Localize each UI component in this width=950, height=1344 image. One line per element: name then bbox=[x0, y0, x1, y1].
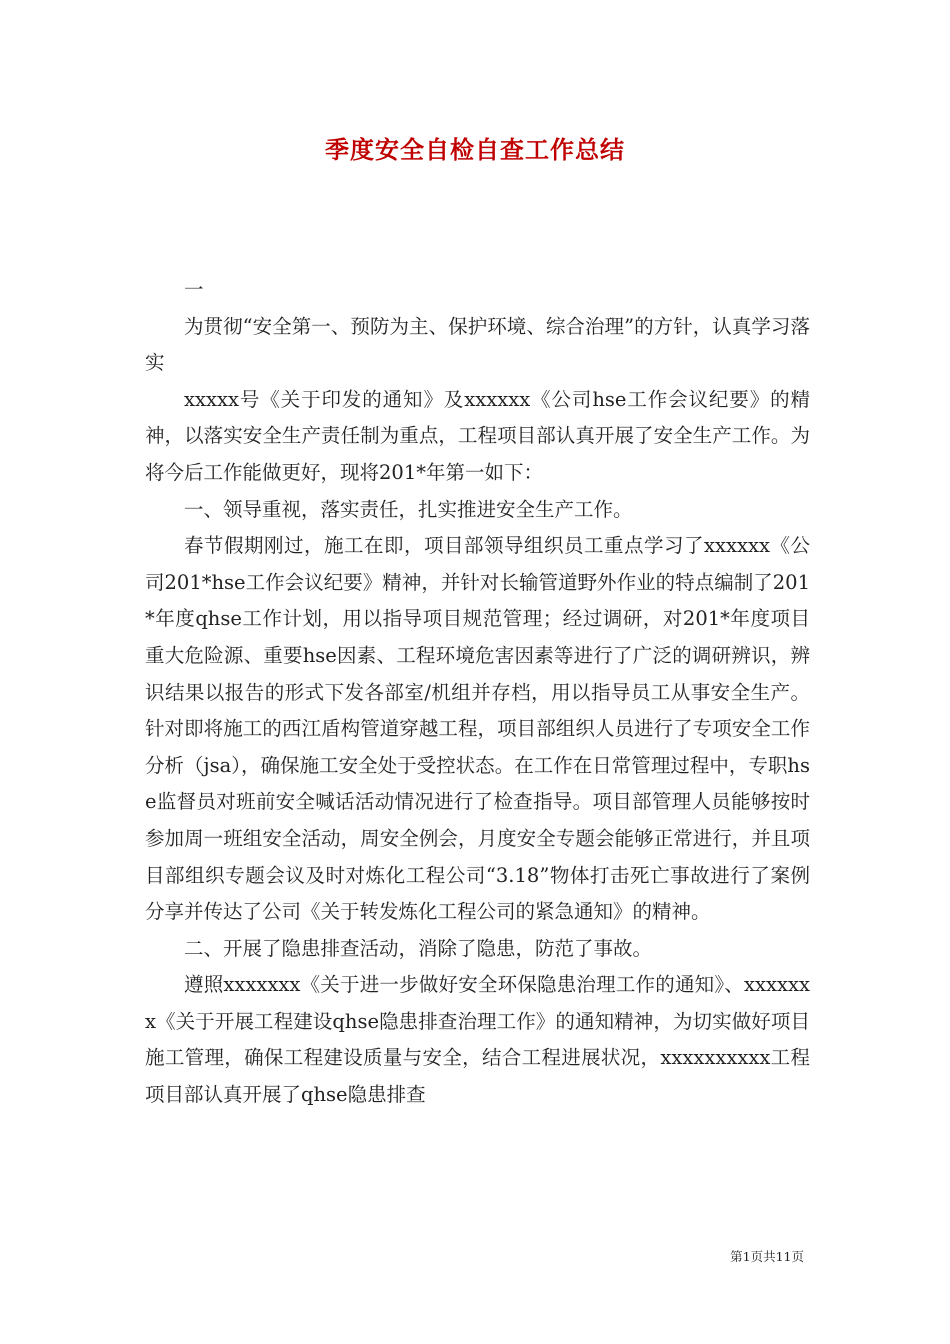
document-title: 季度安全自检自查工作总结 bbox=[325, 135, 625, 164]
paragraph: 遵照xxxxxxx《关于进一步做好安全环保隐患治理工作的通知》、xxxxxxx《关于开展工程建设qhse隐患排查治理工作》的通知精神，为切实做好项目施工管理，确保工程建设质量与安全，结合工程进展状况，xxxxxxxxxx工程项目部认真开展了qhse隐患排查 bbox=[145, 973, 810, 1107]
page-number: 第1页共11页 bbox=[730, 1249, 804, 1264]
document-body bbox=[145, 272, 810, 1114]
paragraph: xxxxx号《关于印发的通知》及xxxxxx《公司hse工作会议纪要》的精神，以落实安全生产责任制为重点，工程项目部认真开展了安全生产工作。为将今后工作能做更好，现将201*年第一如下： bbox=[145, 387, 810, 484]
paragraph: 一 bbox=[184, 278, 204, 301]
section-heading: 一、领导重视，落实责任，扎实推进安全生产工作。 bbox=[184, 497, 633, 521]
paragraph: 春节假期刚过，施工在即，项目部领导组织员工重点学习了xxxxxx《公司201*hse工作会议纪要》精神，并针对长输管道野外作业的特点编制了201*年度qhse工作计划，用以指导项目规范管理；经过调研，对201*年度项目重大危险源、重要hse因素、工程环境危害因素等进行了广泛的调研辨识，辨识结果以报告的形式下发各部室/机组并存档，用以指导员工从事安全生产。针对即将施工的西江盾构管道穿越工程，项目部组织人员进行了专项安全工作分析（jsa），确保施工安全处于受控状态。在工作在日常管理过程中，专职hse监督员对班前安全喊话活动情况进行了检查指导。项目部管理人员能够按时参加周一班组安全活动，周安全例会，月度安全专题会能够正常进行，并且项目部组织专题会议及时对炼化工程公司“3.18”物体打击死亡事故进行了案例分享并传达了公司《关于转发炼化工程公司的紧急通知》的精神。 bbox=[145, 534, 810, 924]
section-heading: 二、开展了隐患排查活动，消除了隐患，防范了事故。 bbox=[184, 936, 653, 960]
paragraph: 为贯彻“安全第一、预防为主、保护环境、综合治理”的方针，认真学习落实 bbox=[145, 314, 810, 375]
